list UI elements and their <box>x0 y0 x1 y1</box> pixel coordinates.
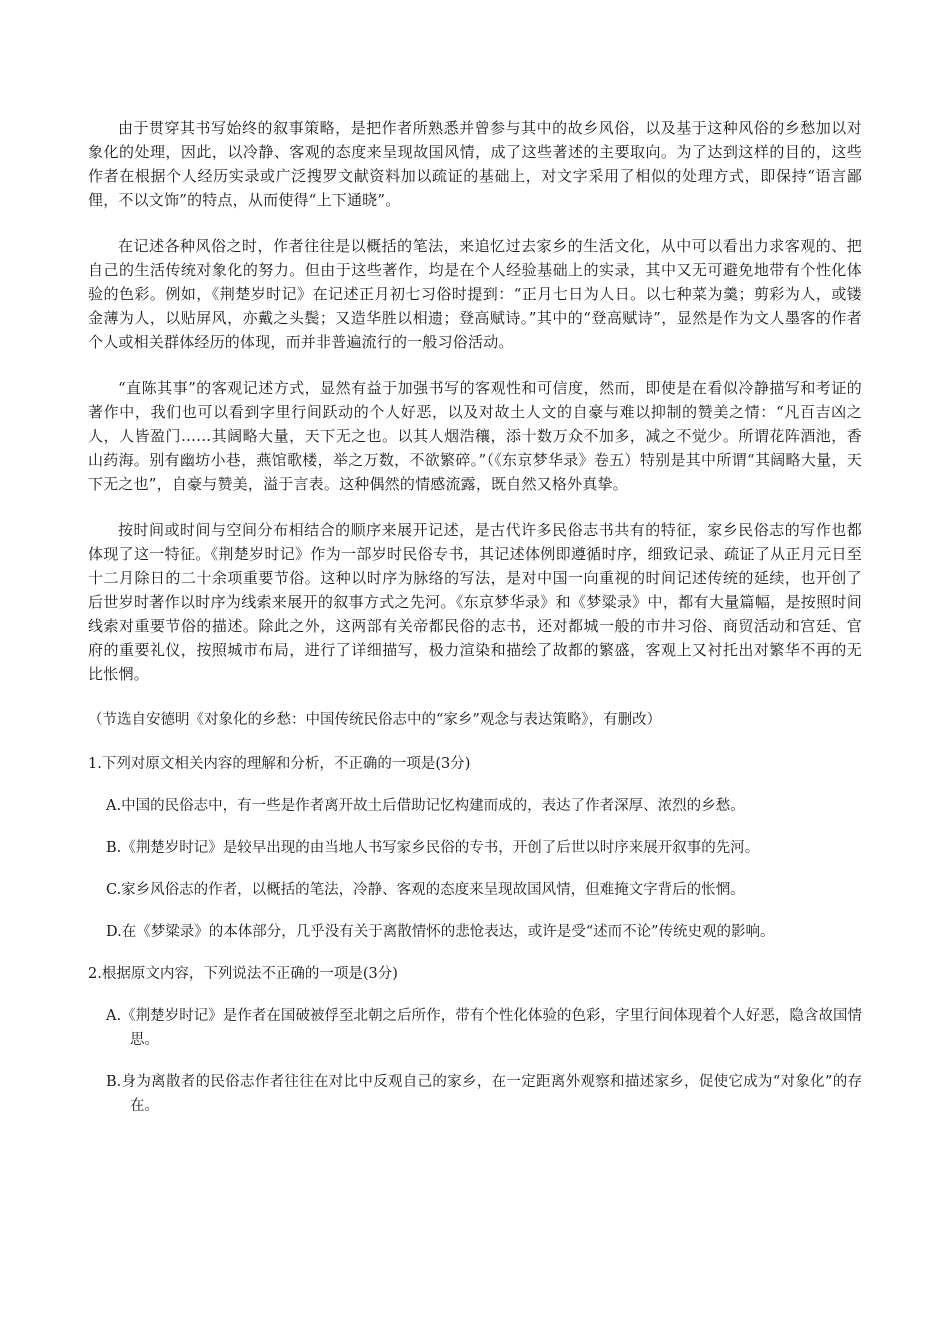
document-page <box>88 116 862 1136</box>
source-note: （节选自安德明《对象化的乡愁：中国传统民俗志中的“家乡”观念与表达策略》，有删改） <box>88 712 662 728</box>
question-1-option-b: B.《荆楚岁时记》是较早出现的由当地人书写家乡民俗的专书，开创了后世以时序来展开叙事的先河。 <box>106 840 760 856</box>
question-2-option-a: A.《荆楚岁时记》是作者在国破被俘至北朝之后所作，带有个性化体验的色彩，字里行间体现着个人好恶，隐含故国情思。 <box>106 1008 862 1048</box>
question-1-option-a: A.中国的民俗志中，有一些是作者离开故土后借助记忆构建而成的，表达了作者深厚、浓烈的乡愁。 <box>106 798 745 814</box>
question-1-stem: 1.下列对原文相关内容的理解和分析，不正确的一项是(3分) <box>88 756 471 772</box>
paragraph-2: 在记述各种风俗之时，作者往往是以概括的笔法，来追忆过去家乡的生活文化，从中可以看出力求客观的、把自己的生活传统对象化的努力。但由于这些著作，均是在个人经验基础上的实录，其中又无可避免地带有个性化体验的色彩。例如，《荆楚岁时记》在记述正月初七习俗时提到：“正月七日为人日。以七种菜为羹；剪彩为人，或镂金薄为人，以贴屏风，亦戴之头鬓；又造华胜以相遗；登高赋诗。”其中的“登高赋诗”，显然是作为文人墨客的作者个人或相关群体经历的体现，而并非普遍流行的一般习俗活动。 <box>88 237 862 351</box>
question-2-option-b: B.身为离散者的民俗志作者往往在对比中反观自己的家乡，在一定距离外观察和描述家乡，促使它成为“对象化”的存在。 <box>106 1074 862 1114</box>
paragraph-3: “直陈其事”的客观记述方式，显然有益于加强书写的客观性和可信度，然而，即使是在看似冷静描写和考证的著作中，我们也可以看到字里行间跃动的个人好恶，以及对故土人文的自豪与难以抑制的赞美之情：“凡百吉凶之人，人皆盈门……其阔略大量，天下无之也。以其人烟浩穰，添十数万众不加多，减之不觉少。所谓花阵酒池，香山药海。别有幽坊小巷，燕馆歌楼，举之万数，不欲繁碎。”（《东京梦华录》卷五）特别是其中所谓“其阔略大量，天下无之也”，自豪与赞美，溢于言表。这种偶然的情感流露，既自然又格外真挚。 <box>88 379 862 493</box>
question-1-option-c: C.家乡风俗志的作者，以概括的笔法，冷静、客观的态度来呈现故国风情，但难掩文字背后的怅惘。 <box>106 882 745 898</box>
question-1-option-d: D.在《梦粱录》的本体部分，几乎没有关于离散情怀的悲怆表达，或许是受“述而不论”传统史观的影响。 <box>106 924 775 940</box>
paragraph-4: 按时间或时间与空间分布相结合的顺序来展开记述，是古代许多民俗志书共有的特征，家乡民俗志的写作也都体现了这一特征。《荆楚岁时记》作为一部岁时民俗专书，其记述体例即遵循时序，细致记录、疏证了从正月元日至十二月除日的二十余项重要节俗。这种以时序为脉络的写法，是对中国一向重视的时间记述传统的延续，也开创了后世岁时著作以时序为线索来展开的叙事方式之先河。《东京梦华录》和《梦粱录》中，都有大量篇幅，是按照时间线索对重要节俗的描述。除此之外，这两部有关帝都民俗的志书，还对都城一般的市井习俗、商贸活动和宫廷、官府的重要礼仪，按照城市布局，进行了详细描写，极力渲染和描绘了故都的繁盛，客观上又衬托出对繁华不再的无比怅惘。 <box>88 521 862 683</box>
paragraph-1: 由于贯穿其书写始终的叙事策略，是把作者所熟悉并曾参与其中的故乡风俗，以及基于这种风俗的乡愁加以对象化的处理，因此，以冷静、客观的态度来呈现故国风情，成了这些著述的主要取向。为了达到这样的目的，这些作者在根据个人经历实录或广泛搜罗文献资料加以疏证的基础上，对文字采用了相似的处理方式，即保持“语言鄙俚，不以文饰”的特点，从而使得“上下通晓”。 <box>88 119 862 209</box>
question-2-stem: 2.根据原文内容，下列说法不正确的一项是(3分) <box>88 966 398 982</box>
